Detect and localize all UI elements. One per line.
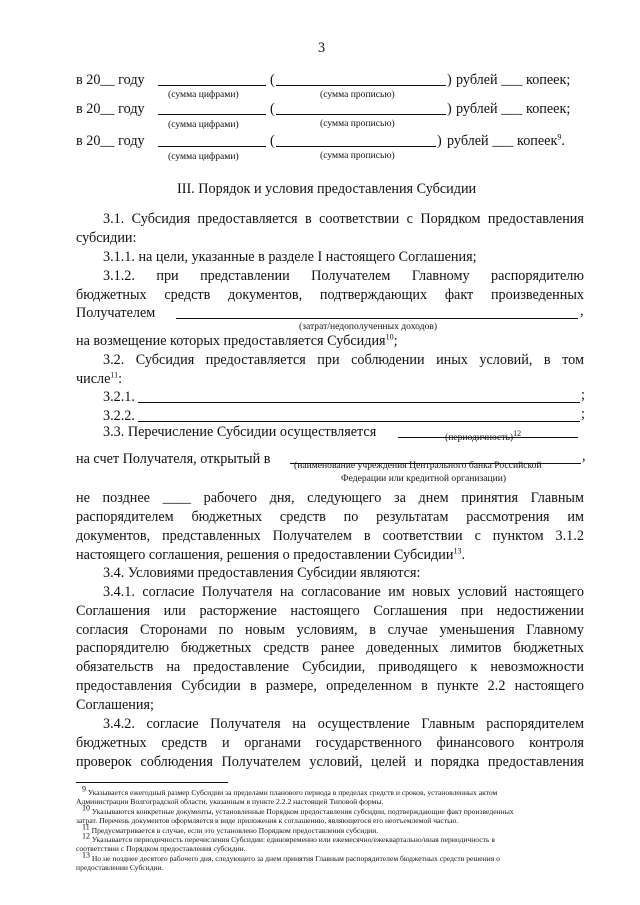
amount-digits-line <box>158 114 266 115</box>
paragraph-3-4-2-a: 3.4.2. согласие Получателя на осуществление Главным распорядителем <box>103 716 584 732</box>
footnote-text: предоставлении Субсидии. <box>76 863 164 872</box>
item-3-2-2: 3.2.2. <box>103 408 135 424</box>
amount-words-line <box>276 114 446 115</box>
section-title: III. Порядок и условия предоставления Субсидии <box>177 181 477 197</box>
account-text: на счет Получателя, открытый в <box>76 451 271 467</box>
paren-close: ) <box>437 133 442 149</box>
paragraph-3-3: 3.3. Перечисление Субсидии осуществляется <box>103 424 377 440</box>
year-row-prefix: в 20__ году <box>76 133 145 149</box>
label-words: (сумма прописью) <box>320 118 395 129</box>
footnote-mark: 9 <box>82 784 86 794</box>
label-words: (сумма прописью) <box>320 89 395 100</box>
paragraph-3-4-2-c: проверок соблюдения Получателем условий, целей и порядка предоставления <box>76 754 584 770</box>
semicolon: ; <box>581 406 585 422</box>
paragraph-3-4-1-a: 3.4.1. согласие Получателя на согласование им новых условий настоящего <box>103 584 584 600</box>
footnote-separator <box>76 782 228 783</box>
label-digits: (сумма цифрами) <box>168 151 239 162</box>
paragraph-3-4-2-b: бюджетных средств и органами государственного финансового контроля <box>76 735 584 751</box>
paren-close: ) <box>447 72 452 88</box>
comma: , <box>580 303 584 319</box>
amount-words-line <box>276 146 436 147</box>
label-bank-2: Федерации или кредитной организации) <box>341 473 507 484</box>
label-digits: (сумма цифрами) <box>168 89 239 100</box>
paren-close: ) <box>447 101 452 117</box>
footnote-text: Администрации Волгоградской области, указанным в пункте 2.2.2 настоящей Типовой формы. <box>76 797 384 806</box>
item-3-2-1-line <box>138 402 580 403</box>
footnote-text: Указывается ежегодный размер Субсидии за пределами планового периода в пределах средств и сроков, установленных актом <box>87 788 498 797</box>
item-3-2-2-line <box>138 421 580 422</box>
page-number: 3 <box>318 40 326 56</box>
label-words: (сумма прописью) <box>320 150 395 161</box>
semicolon: ; <box>581 387 585 403</box>
rub-kop-text: рублей ___ копеек$^9$. <box>447 132 565 149</box>
label-expenses: (затрат/недополученных доходов) <box>299 321 438 332</box>
footnote-mark: 10 <box>82 803 90 813</box>
year-row-prefix: в 20__ году <box>76 101 145 117</box>
footnote-text: соответствии с Порядком предоставления субсидии. <box>76 844 246 853</box>
paragraph-3-4: 3.4. Условиями предоставления Субсидии являются: <box>103 565 421 581</box>
paragraph-3-4-1-g: Соглашения; <box>76 697 154 713</box>
paragraph-3-2-cont: числе$^{11}$: <box>76 370 123 387</box>
footnote-text: Указывается периодичность перечисления Субсидии: единовременно или ежемесячно/ежеквартально/иная периодичность в <box>91 835 495 844</box>
year-row-prefix: в 20__ году <box>76 72 145 88</box>
paragraph-3-1-2: 3.1.2. при представлении Получателем Главному распорядителю <box>103 268 584 284</box>
paragraph-3-4-1-b: Соглашения или расторжение настоящего Соглашения при недостижении <box>76 603 584 619</box>
paragraph-3-3-f: настоящего соглашения, решения о предоставлении Субсидии$^{13}$. <box>76 546 465 563</box>
footnote-text: Указываются конкретные документы, установленные Порядком предоставления субсидии, подтверждающие факт произведенных <box>91 807 514 816</box>
paragraph-3-4-1-c: согласия Сторонами по новым условиям, в случае уменьшения Главному <box>76 622 584 638</box>
footnote-text: Но не позднее десятого рабочего дня, следующего за днем принятия Главным распорядителем бюджетных средств решения о <box>91 854 500 863</box>
label-periodicity: (периодичность)$^{12}$ <box>445 428 522 443</box>
amount-digits-line <box>158 85 266 86</box>
amount-digits-line <box>158 146 266 147</box>
footnote-mark: 11 <box>82 822 90 832</box>
item-3-2-1: 3.2.1. <box>103 389 135 405</box>
paragraph-3-3-d: распорядителем бюджетных средств по результатам рассмотрения им <box>76 509 584 525</box>
paragraph-3-1: 3.1. Субсидия предоставляется в соответствии с Порядком предоставления <box>103 211 584 227</box>
footnote-text: Предусматривается в случае, если это установлено Порядком предоставления субсидии. <box>91 826 379 835</box>
label-digits: (сумма цифрами) <box>168 119 239 130</box>
comma: , <box>582 448 586 464</box>
paragraph-3-4-1-d: распорядителю бюджетных средств ранее доведенных лимитов бюджетных <box>76 640 584 656</box>
footnote-text: затрат. Перечень документов оформляется в виде приложения к соглашению, являющегося его неотъемлемой частью. <box>76 816 459 825</box>
paragraph-3-1-1: 3.1.1. на цели, указанные в разделе I настоящего Соглашения; <box>103 249 477 265</box>
expenses-line <box>176 318 578 319</box>
rub-kop-text: рублей ___ копеек; <box>456 72 571 88</box>
label-bank-1: (наименование учреждения Центрального банка Российской <box>294 460 542 471</box>
paragraph-3-4-1-f: предоставления Субсидии в размере, определенном в пункте 2.2 настоящего <box>76 678 584 694</box>
paren-open: ( <box>270 101 275 117</box>
paragraph-3-1-cont: субсидии: <box>76 230 137 246</box>
paragraph-3-1-2-cont: бюджетных средств документов, подтверждающих факт произведенных <box>76 287 584 303</box>
paragraph-3-1-2-recipient: Получателем <box>76 305 156 321</box>
footnote-mark: 13 <box>82 850 90 860</box>
paragraph-3-2: 3.2. Субсидия предоставляется при соблюдении иных условий, в том <box>103 352 584 368</box>
paren-open: ( <box>270 133 275 149</box>
footnote-mark: 12 <box>82 831 90 841</box>
amount-words-line <box>276 85 446 86</box>
paragraph-3-3-e: документов, представленных Получателем в соответствии с пунктом 3.1.2 <box>76 528 584 544</box>
paragraph-3-3-c: не позднее ____ рабочего дня, следующего за днем принятия Главным <box>76 490 584 506</box>
paragraph-3-1-2-end: на возмещение которых предоставляется Субсидия$^{10}$; <box>76 332 398 349</box>
paragraph-3-4-1-e: обязательств на предоставление Субсидии, приводящего к невозможности <box>76 659 584 675</box>
rub-kop-text: рублей ___ копеек; <box>456 101 571 117</box>
paren-open: ( <box>270 72 275 88</box>
